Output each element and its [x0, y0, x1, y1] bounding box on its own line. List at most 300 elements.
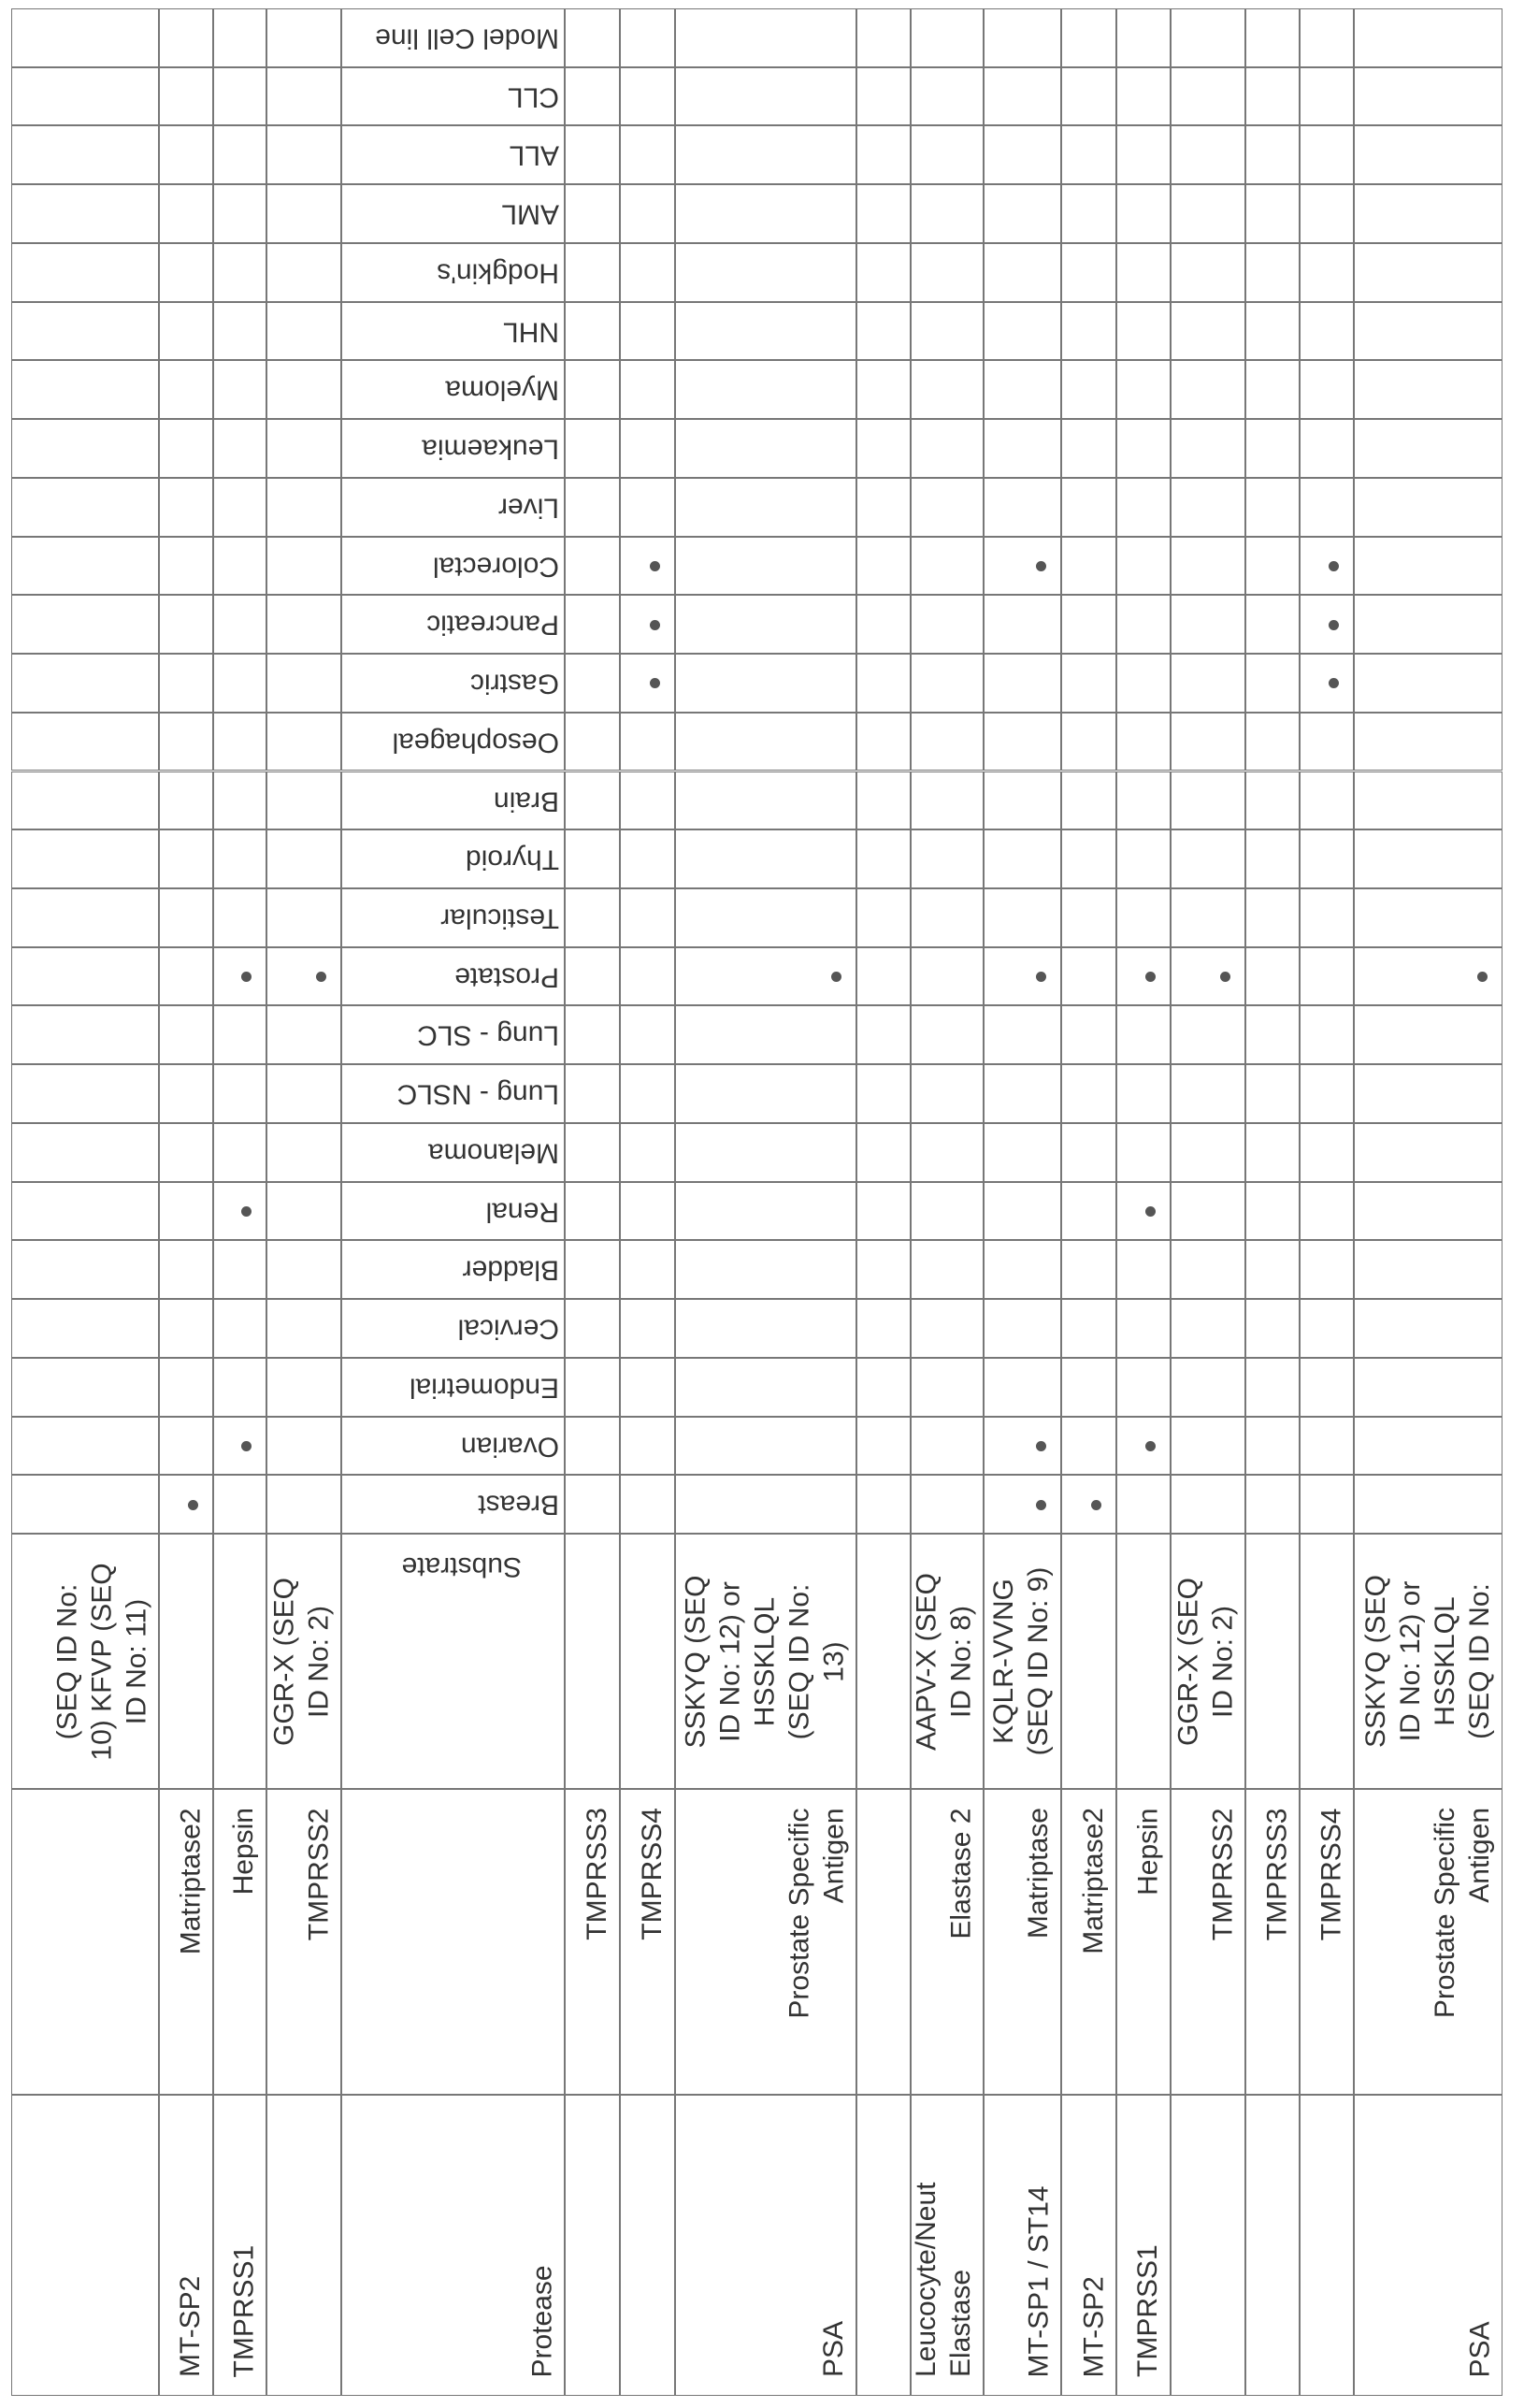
protease-label: [620, 1789, 675, 2095]
grid-cell: [856, 1005, 911, 1064]
expression-dot-mark: [1329, 561, 1339, 571]
grid-cell: [266, 1417, 341, 1476]
grid-cell: [159, 829, 213, 888]
grid-cell: [11, 771, 159, 830]
grid-cell: [675, 771, 856, 830]
grid-cell: [984, 1182, 1061, 1241]
protease-header: [341, 2095, 565, 2396]
grid-cell: [159, 1064, 213, 1123]
grid-cell: [675, 1182, 856, 1241]
grid-cell: [1354, 360, 1502, 419]
grid-cell: [1061, 1358, 1116, 1417]
grid-cell: [620, 419, 675, 478]
grid-cell: [911, 1417, 984, 1476]
substrate-label: [984, 1534, 1061, 1789]
grid-cell: [984, 947, 1061, 1006]
grid-cell: [266, 595, 341, 654]
grid-cell: [1171, 243, 1245, 302]
grid-cell: [11, 67, 159, 126]
grid-cell: [856, 1358, 911, 1417]
grid-cell: [984, 829, 1061, 888]
grid-cell: [911, 537, 984, 596]
grid-cell: [620, 1299, 675, 1358]
substrate-label-text: KQLR-VVNG (SEQ ID No: 9): [986, 1561, 1056, 1762]
grid-cell: [1300, 1475, 1354, 1534]
tumor-type-label: [341, 537, 565, 596]
substrate-cell: [1300, 1534, 1354, 1789]
grid-cell: [1354, 771, 1502, 830]
grid-cell: [1245, 595, 1300, 654]
grid-cell: [1354, 1005, 1502, 1064]
expression-dot-mark: [1220, 972, 1230, 982]
tumor-type-text: Endometrial: [410, 1371, 559, 1403]
grid-cell: [1171, 1123, 1245, 1182]
substrate-cell: [620, 1534, 675, 1789]
grid-cell: [11, 8, 159, 67]
grid-cell: [159, 1475, 213, 1534]
substrate-cell: [213, 1534, 266, 1789]
grid-cell: [911, 302, 984, 361]
cancer-label: [1354, 2095, 1502, 2396]
grid-cell: [911, 1064, 984, 1123]
cancer-label: [911, 2095, 984, 2396]
grid-cell: [620, 537, 675, 596]
grid-cell: [1245, 1240, 1300, 1299]
tumor-type-text: Brain: [494, 785, 559, 816]
grid-cell: [213, 1358, 266, 1417]
protease-label-text: Prostate Specific Antigen: [1428, 1808, 1497, 2055]
grid-cell: [11, 713, 159, 771]
grid-cell: [620, 1123, 675, 1182]
grid-cell: [213, 654, 266, 713]
grid-cell: [911, 1358, 984, 1417]
grid-cell: [11, 1240, 159, 1299]
grid-cell: [911, 1475, 984, 1534]
grid-cell: [1245, 829, 1300, 888]
grid-cell: [565, 888, 620, 947]
grid-cell: [266, 243, 341, 302]
expression-dot-mark: [1145, 1206, 1156, 1217]
grid-cell: [159, 125, 213, 184]
grid-cell: [1300, 1123, 1354, 1182]
grid-cell: [1245, 947, 1300, 1006]
tumor-type-label: [341, 1182, 565, 1241]
expression-dot-mark: [1477, 972, 1488, 982]
grid-cell: [1061, 1299, 1116, 1358]
grid-cell: [984, 1358, 1061, 1417]
grid-cell: [1061, 771, 1116, 830]
tumor-type-label: [341, 888, 565, 947]
expression-dot-mark: [316, 972, 326, 982]
grid-cell: [1116, 243, 1171, 302]
grid-cell: [1171, 654, 1245, 713]
grid-cell: [856, 419, 911, 478]
tumor-type-label: [341, 8, 565, 67]
grid-cell: [911, 125, 984, 184]
cancer-cell: [11, 2095, 159, 2396]
tumor-type-label: [341, 595, 565, 654]
protease-cell: [11, 1789, 159, 2095]
grid-cell: [266, 478, 341, 537]
grid-cell: [1354, 1475, 1502, 1534]
grid-cell: [266, 1240, 341, 1299]
grid-cell: [266, 1358, 341, 1417]
grid-cell: [675, 1123, 856, 1182]
grid-cell: [159, 419, 213, 478]
grid-cell: [1116, 302, 1171, 361]
grid-cell: [1061, 888, 1116, 947]
grid-cell: [159, 302, 213, 361]
grid-cell: [1354, 595, 1502, 654]
grid-cell: [159, 478, 213, 537]
grid-cell: [266, 771, 341, 830]
grid-cell: [620, 595, 675, 654]
grid-cell: [675, 947, 856, 1006]
grid-cell: [11, 1182, 159, 1241]
grid-cell: [1354, 1182, 1502, 1241]
substrate-label-text: AAPV-X (SEQ ID No: 8): [909, 1561, 978, 1762]
grid-cell: [856, 1240, 911, 1299]
grid-cell: [1354, 419, 1502, 478]
grid-cell: [159, 1358, 213, 1417]
grid-cell: [911, 8, 984, 67]
grid-cell: [1300, 713, 1354, 771]
protease-cell: [341, 1789, 565, 2095]
grid-cell: [1171, 537, 1245, 596]
grid-cell: [1171, 302, 1245, 361]
grid-cell: [1300, 125, 1354, 184]
grid-cell: [213, 360, 266, 419]
grid-cell: [620, 302, 675, 361]
grid-cell: [1354, 125, 1502, 184]
grid-cell: [1061, 243, 1116, 302]
cancer-label-text: PSA: [1462, 2321, 1497, 2377]
grid-cell: [159, 888, 213, 947]
expression-dot-mark: [1036, 561, 1046, 571]
grid-cell: [620, 888, 675, 947]
grid-cell: [1245, 478, 1300, 537]
grid-cell: [620, 1064, 675, 1123]
tumor-type-text: AML: [501, 198, 559, 230]
grid-cell: [1300, 419, 1354, 478]
grid-cell: [911, 478, 984, 537]
cancer-cell: [266, 2095, 341, 2396]
protease-label-text: Matriptase: [1021, 1808, 1056, 1939]
protease-label-text: TMPRSS2: [1205, 1808, 1240, 1940]
tumor-type-label: [341, 713, 565, 771]
grid-cell: [1061, 67, 1116, 126]
grid-cell: [675, 125, 856, 184]
grid-cell: [266, 1475, 341, 1534]
grid-cell: [1354, 829, 1502, 888]
grid-cell: [1061, 1417, 1116, 1476]
grid-cell: [11, 888, 159, 947]
grid-cell: [675, 1475, 856, 1534]
tumor-type-label: [341, 829, 565, 888]
tumor-type-label: [341, 1005, 565, 1064]
grid-cell: [159, 595, 213, 654]
grid-cell: [266, 67, 341, 126]
grid-cell: [565, 1417, 620, 1476]
cancer-label: [1061, 2095, 1116, 2396]
grid-cell: [159, 243, 213, 302]
grid-cell: [1300, 947, 1354, 1006]
grid-cell: [856, 771, 911, 830]
grid-cell: [11, 302, 159, 361]
tumor-type-label: [341, 184, 565, 243]
grid-cell: [675, 654, 856, 713]
grid-cell: [159, 67, 213, 126]
grid-cell: [213, 125, 266, 184]
grid-cell: [1171, 1475, 1245, 1534]
grid-cell: [159, 184, 213, 243]
grid-cell: [984, 243, 1061, 302]
expression-dot-mark: [650, 620, 660, 630]
grid-cell: [1061, 125, 1116, 184]
grid-cell: [1354, 1240, 1502, 1299]
grid-cell: [1061, 1064, 1116, 1123]
grid-cell: [213, 1123, 266, 1182]
grid-cell: [856, 888, 911, 947]
grid-cell: [1116, 1475, 1171, 1534]
grid-cell: [565, 537, 620, 596]
expression-dot-mark: [1091, 1500, 1101, 1510]
grid-cell: [620, 1358, 675, 1417]
tumor-type-text: Oesophageal: [393, 726, 559, 757]
protease-label: [1171, 1789, 1245, 2095]
tumor-type-text: Prostate: [454, 960, 559, 992]
tumor-type-label: [341, 1064, 565, 1123]
grid-cell: [1171, 947, 1245, 1006]
grid-cell: [1300, 771, 1354, 830]
substrate-cell: [1245, 1534, 1300, 1789]
expression-dot-mark: [1036, 972, 1046, 982]
tumor-type-label: [341, 1417, 565, 1476]
cancer-label-text: Leucocyte/Neut Elastase: [909, 2153, 978, 2377]
cancer-label-text: MT-SP2: [1076, 2276, 1111, 2377]
protease-label: [984, 1789, 1061, 2095]
grid-cell: [1171, 360, 1245, 419]
grid-cell: [1354, 302, 1502, 361]
grid-cell: [984, 1417, 1061, 1476]
grid-cell: [1171, 67, 1245, 126]
grid-cell: [1300, 654, 1354, 713]
grid-cell: [1061, 713, 1116, 771]
grid-cell: [620, 243, 675, 302]
grid-cell: [159, 771, 213, 830]
grid-cell: [1116, 1064, 1171, 1123]
cancer-cell: [565, 2095, 620, 2396]
grid-cell: [856, 243, 911, 302]
grid-cell: [984, 1475, 1061, 1534]
grid-cell: [11, 478, 159, 537]
grid-cell: [1061, 419, 1116, 478]
grid-cell: [911, 595, 984, 654]
grid-cell: [11, 243, 159, 302]
grid-cell: [1245, 1182, 1300, 1241]
grid-cell: [266, 829, 341, 888]
tumor-type-text: Gastric: [470, 667, 559, 699]
protease-label: [911, 1789, 984, 2095]
grid-cell: [213, 1064, 266, 1123]
grid-cell: [1116, 1123, 1171, 1182]
grid-cell: [1171, 1005, 1245, 1064]
grid-cell: [620, 1182, 675, 1241]
substrate-cell: [159, 1534, 213, 1789]
protease-label: [1300, 1789, 1354, 2095]
grid-cell: [213, 302, 266, 361]
cancer-cell: [856, 2095, 911, 2396]
grid-cell: [159, 1182, 213, 1241]
grid-cell: [856, 1299, 911, 1358]
grid-cell: [11, 1005, 159, 1064]
tumor-type-label: [341, 125, 565, 184]
grid-cell: [984, 67, 1061, 126]
grid-cell: [565, 478, 620, 537]
protease-label-text: Elastase 2: [943, 1808, 978, 1939]
grid-cell: [213, 595, 266, 654]
grid-cell: [565, 1005, 620, 1064]
grid-cell: [620, 478, 675, 537]
protease-label: [266, 1789, 341, 2095]
grid-cell: [856, 1475, 911, 1534]
tumor-type-text: Model Cell line: [375, 22, 559, 53]
grid-cell: [1245, 654, 1300, 713]
grid-cell: [565, 1358, 620, 1417]
protease-label-text: TMPRSS3: [580, 1808, 614, 1940]
grid-cell: [213, 771, 266, 830]
protease-label: [159, 1789, 213, 2095]
grid-cell: [266, 184, 341, 243]
substrate-label: [11, 1534, 159, 1789]
grid-cell: [11, 829, 159, 888]
grid-cell: [856, 537, 911, 596]
grid-cell: [1354, 1299, 1502, 1358]
grid-cell: [675, 419, 856, 478]
grid-cell: [266, 1123, 341, 1182]
grid-cell: [1116, 537, 1171, 596]
expression-dot-mark: [650, 561, 660, 571]
grid-cell: [620, 713, 675, 771]
grid-cell: [213, 947, 266, 1006]
cancer-cell: [1171, 2095, 1245, 2396]
grid-cell: [1354, 654, 1502, 713]
grid-cell: [1245, 1005, 1300, 1064]
cancer-label: [675, 2095, 856, 2396]
protease-label: [1354, 1789, 1502, 2095]
grid-cell: [620, 184, 675, 243]
grid-cell: [1300, 302, 1354, 361]
grid-cell: [675, 1299, 856, 1358]
grid-cell: [1171, 771, 1245, 830]
grid-cell: [911, 243, 984, 302]
substrate-cell: [856, 1534, 911, 1789]
grid-cell: [984, 537, 1061, 596]
grid-cell: [159, 360, 213, 419]
grid-cell: [911, 419, 984, 478]
grid-cell: [1300, 1358, 1354, 1417]
grid-cell: [11, 654, 159, 713]
grid-cell: [856, 947, 911, 1006]
grid-cell: [1171, 888, 1245, 947]
grid-cell: [1116, 360, 1171, 419]
grid-cell: [856, 654, 911, 713]
grid-cell: [565, 1240, 620, 1299]
tumor-type-text: Myeloma: [445, 374, 559, 406]
grid-cell: [1245, 1123, 1300, 1182]
substrate-cell: [1061, 1534, 1116, 1789]
grid-cell: [1171, 478, 1245, 537]
substrate-label: [266, 1534, 341, 1789]
grid-cell: [856, 829, 911, 888]
grid-cell: [213, 67, 266, 126]
grid-cell: [266, 1005, 341, 1064]
grid-cell: [1061, 1182, 1116, 1241]
cancer-label-text: PSA: [816, 2321, 851, 2377]
tumor-type-text: NHL: [503, 315, 559, 347]
grid-cell: [675, 713, 856, 771]
substrate-cell: [1116, 1534, 1171, 1789]
tumor-type-label: [341, 1475, 565, 1534]
tumor-type-text: Bladder: [463, 1254, 559, 1286]
grid-cell: [620, 1475, 675, 1534]
grid-cell: [1061, 829, 1116, 888]
grid-cell: [1171, 419, 1245, 478]
grid-cell: [1300, 1064, 1354, 1123]
grid-cell: [856, 184, 911, 243]
tumor-type-text: Testicular: [440, 901, 559, 933]
grid-cell: [620, 654, 675, 713]
grid-cell: [675, 360, 856, 419]
substrate-label-text: SSKYQ (SEQ ID No: 12) or HSSKLQL (SEQ ID No:: [1359, 1561, 1497, 1762]
grid-cell: [1300, 1240, 1354, 1299]
grid-cell: [159, 1005, 213, 1064]
grid-cell: [266, 654, 341, 713]
grid-cell: [1245, 537, 1300, 596]
protease-label: [1245, 1789, 1300, 2095]
grid-cell: [1061, 8, 1116, 67]
grid-cell: [856, 595, 911, 654]
grid-cell: [1061, 1240, 1116, 1299]
grid-cell: [984, 360, 1061, 419]
grid-cell: [1354, 1123, 1502, 1182]
grid-cell: [1300, 478, 1354, 537]
grid-cell: [565, 419, 620, 478]
expression-dot-mark: [1036, 1500, 1046, 1510]
grid-cell: [159, 947, 213, 1006]
grid-cell: [565, 1299, 620, 1358]
grid-cell: [984, 888, 1061, 947]
grid-cell: [1171, 1182, 1245, 1241]
protease-label-text: TMPRSS4: [635, 1808, 669, 1940]
grid-cell: [911, 1182, 984, 1241]
grid-cell: [1300, 1182, 1354, 1241]
grid-cell: [675, 184, 856, 243]
grid-cell: [1300, 67, 1354, 126]
expression-dot-mark: [1329, 620, 1339, 630]
grid-cell: [213, 1005, 266, 1064]
grid-cell: [984, 125, 1061, 184]
expression-dot-mark: [1036, 1441, 1046, 1451]
grid-cell: [984, 771, 1061, 830]
grid-cell: [911, 829, 984, 888]
grid-cell: [856, 713, 911, 771]
grid-cell: [11, 1475, 159, 1534]
protease-label-text: Prostate Specific Antigen: [782, 1808, 851, 2055]
grid-cell: [911, 67, 984, 126]
grid-cell: [565, 360, 620, 419]
expression-dot-mark: [241, 1206, 252, 1217]
